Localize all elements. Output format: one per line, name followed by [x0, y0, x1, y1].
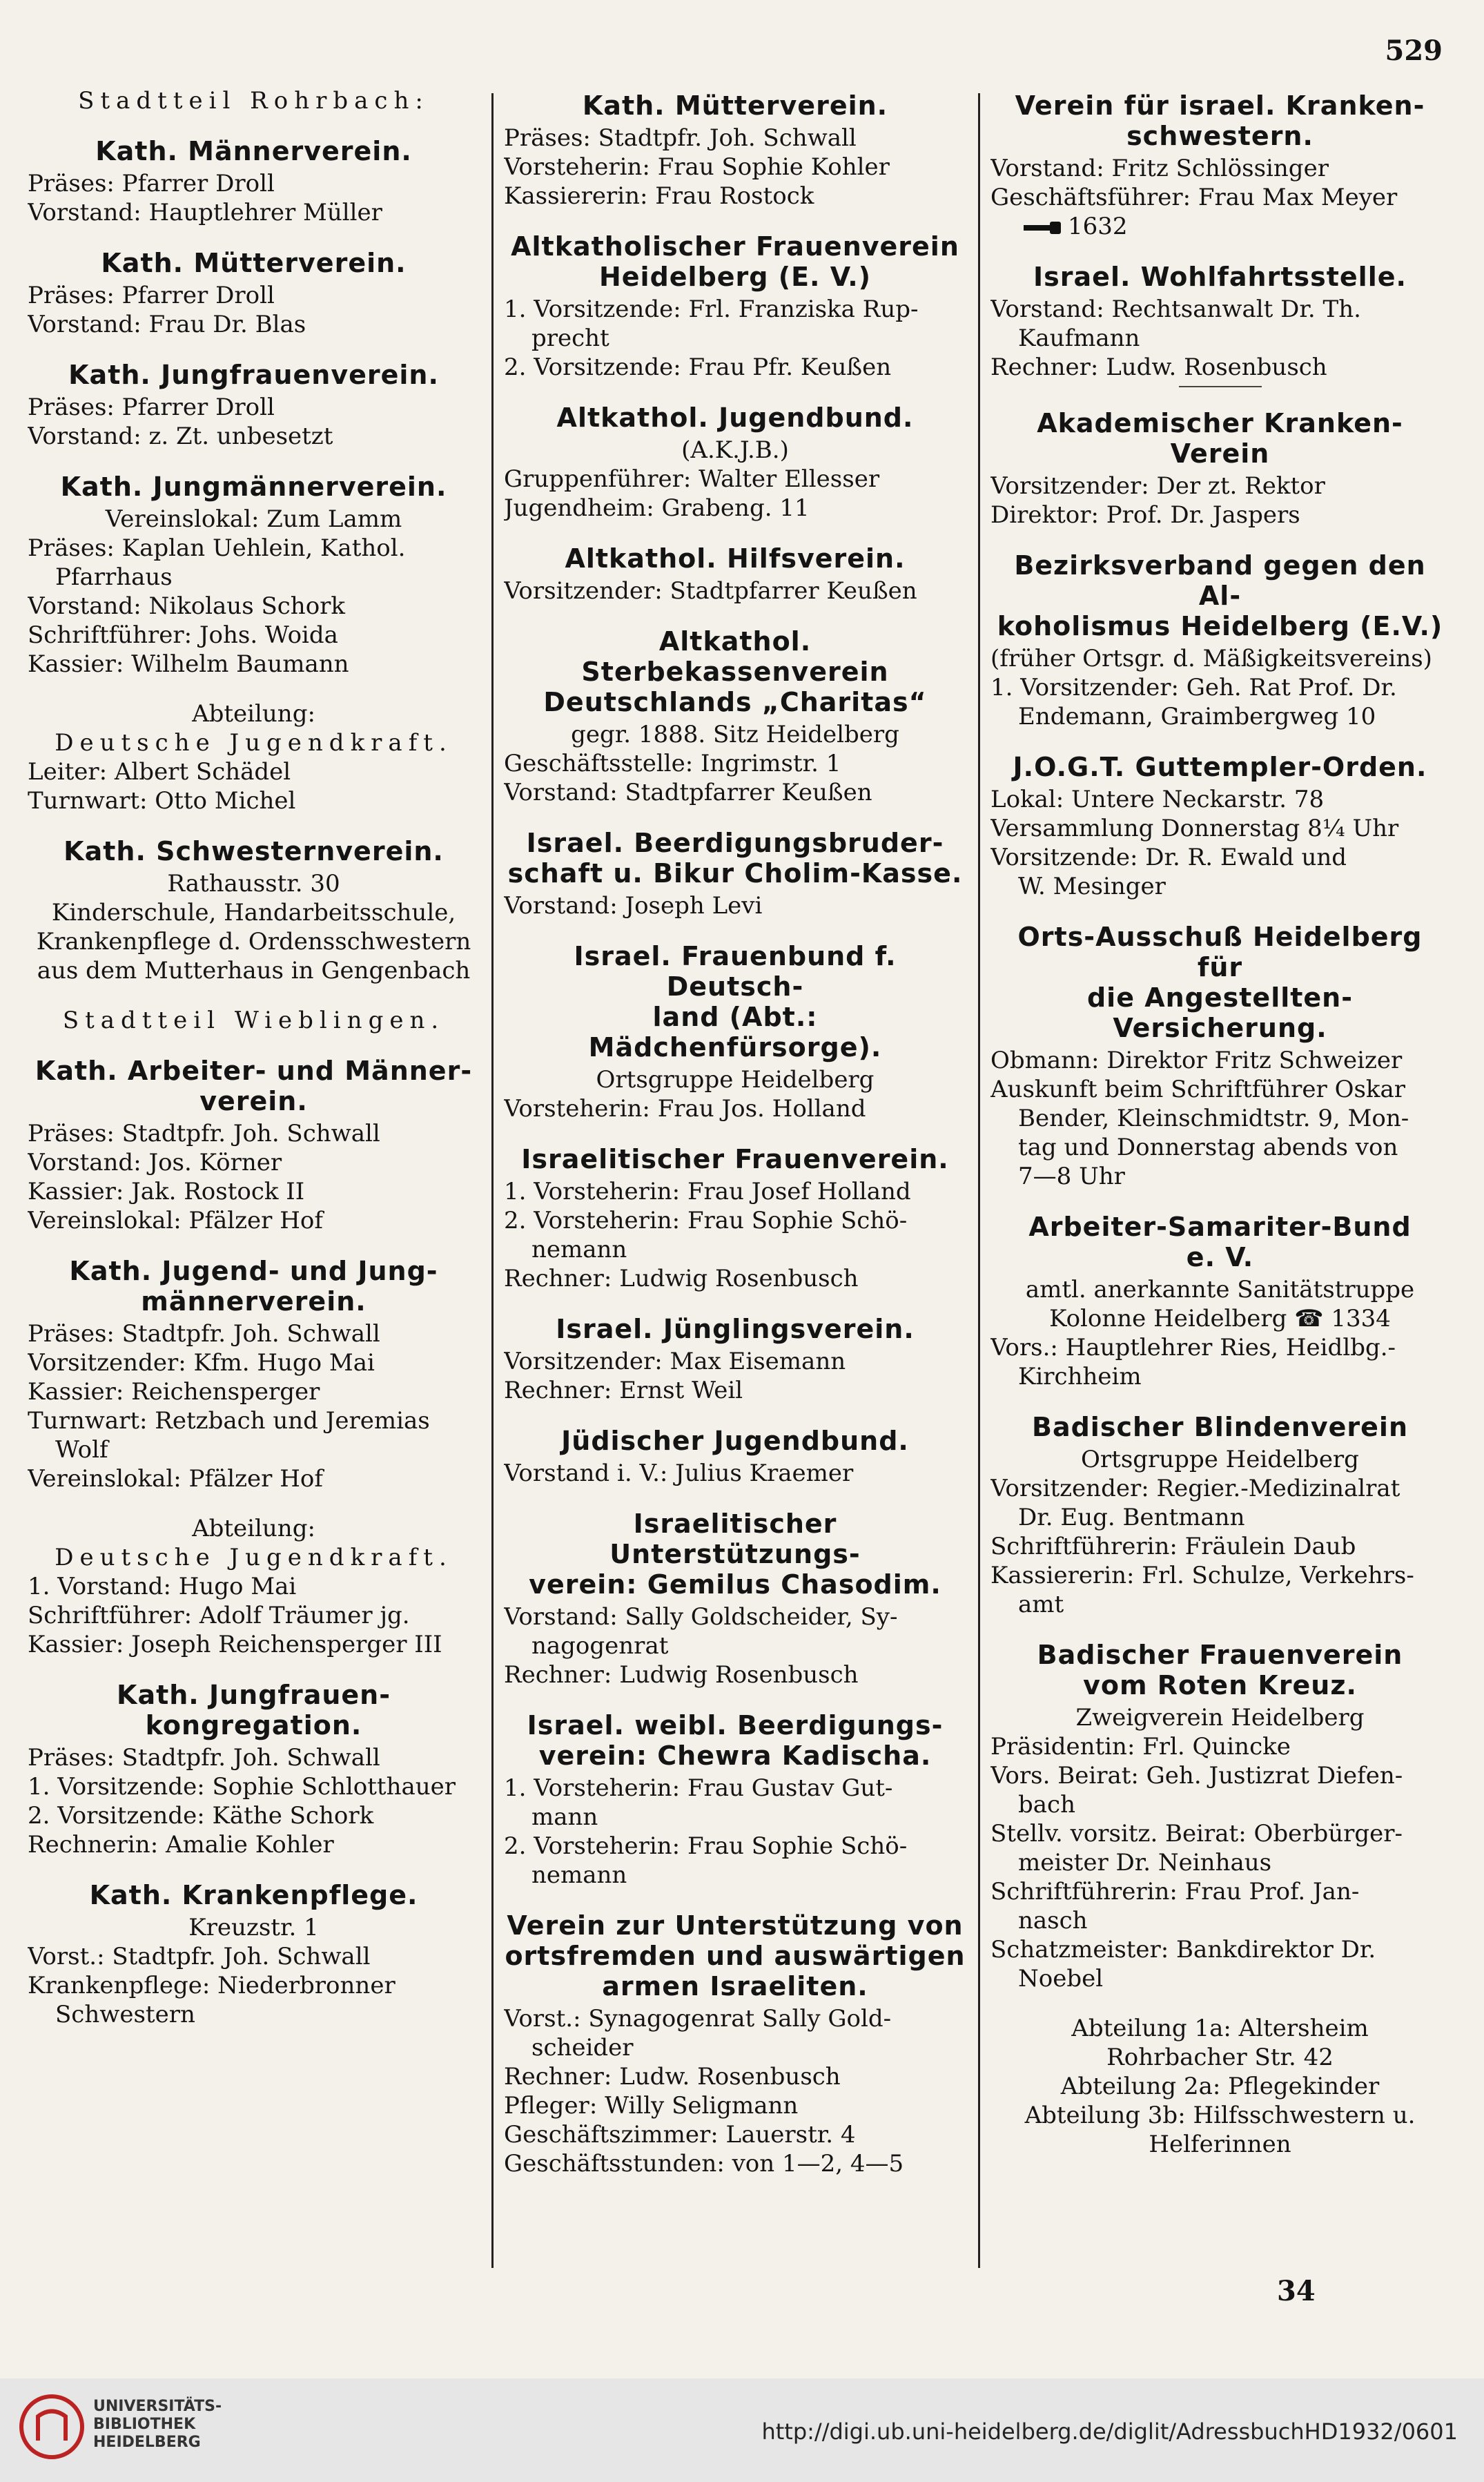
column-3 — [990, 86, 1449, 2282]
directory-entry — [504, 941, 966, 1123]
entry-line: Turnwart: Retzbach und Jeremias — [28, 1407, 430, 1435]
organization-name: Israel. Jünglingsverein. — [556, 1314, 915, 1344]
entry-line: Präses: Pfarrer Droll — [28, 282, 275, 309]
organization-name: Kath. Jungfrauen- kongregation. — [117, 1680, 391, 1741]
telephone-icon — [1022, 220, 1064, 236]
entry-line: Direktor: Prof. Dr. Jaspers — [990, 501, 1300, 529]
organization-name: Israel. Frauenbund f. Deutsch- land (Abt.: Mädchenfürsorge). — [574, 941, 897, 1063]
entry-line: Vorstand: Stadtpfarrer Keußen — [504, 779, 872, 806]
organization-name: Altkathol. Jugendbund. — [556, 403, 914, 433]
entry-line: 1. Vorsitzende: Frl. Franziska Rup- — [504, 295, 919, 323]
entry-line: Präses: Stadtpfr. Joh. Schwall — [28, 1120, 380, 1147]
organization-name: Badischer Frauenverein vom Roten Kreuz. — [1037, 1640, 1403, 1700]
directory-entry — [504, 1910, 966, 2178]
footer-bar — [0, 2378, 1484, 2482]
directory-entry — [28, 248, 480, 339]
entry-line: (früher Ortsgr. d. Mäßigkeitsvereins) — [990, 645, 1432, 672]
centered-note: (A.K.J.B.) — [681, 436, 789, 464]
entry-line: mann — [531, 1803, 598, 1831]
directory-entry — [504, 626, 966, 807]
directory-entry — [504, 90, 966, 211]
centered-note: Kolonne Heidelberg ☎ 1334 — [1049, 1305, 1391, 1332]
entry-line: Kaufmann — [1018, 324, 1140, 352]
column-1 — [28, 86, 480, 2282]
directory-entry — [504, 231, 966, 382]
entry-line: Kassier: Reichensperger — [28, 1378, 320, 1406]
organization-name: Kath. Jungmännerverein. — [60, 472, 447, 502]
directory-entry — [28, 86, 480, 115]
entry-line: Präses: Stadtpfr. Joh. Schwall — [504, 124, 857, 152]
directory-entry — [990, 1640, 1449, 1993]
page-number-top: 529 — [1385, 35, 1443, 67]
university-library-logo-icon — [17, 2392, 86, 2461]
directory-entry — [504, 828, 966, 920]
entry-line: Endemann, Graimbergweg 10 — [1018, 703, 1376, 730]
entry-line: Jugendheim: Grabeng. 11 — [504, 494, 810, 522]
organization-name: Kath. Arbeiter- und Männer- verein. — [35, 1056, 473, 1116]
entry-line: Kassier: Joseph Reichensperger III — [28, 1631, 442, 1658]
entry-line: Leiter: Albert Schädel — [28, 758, 291, 786]
entry-line: nasch — [1018, 1907, 1088, 1935]
entry-line: Rechner: Ludwig Rosenbusch — [504, 1265, 859, 1292]
entry-line: Kirchheim — [1018, 1363, 1142, 1390]
centered-note: Abteilung: — [192, 700, 315, 728]
centered-note: Abteilung: — [192, 1515, 315, 1542]
entry-line: Rechnerin: Amalie Kohler — [28, 1831, 334, 1859]
entry-line: 1. Vorsitzende: Sophie Schlotthauer — [28, 1773, 456, 1801]
centered-note: Rathausstr. 30 — [167, 870, 340, 898]
organization-name: Israelitischer Unterstützungs- verein: Gemilus Chasodim. — [529, 1509, 941, 1600]
entry-line: Bender, Kleinschmidtstr. 9, Mon- — [1018, 1105, 1409, 1132]
organization-name: Kath. Schwesternverein. — [64, 836, 444, 866]
district-heading: Stadtteil Wieblingen. — [62, 1007, 445, 1034]
directory-entry — [504, 1426, 966, 1488]
directory-entry — [990, 550, 1449, 731]
organization-name: Kath. Mütterverein. — [582, 90, 888, 121]
organization-name: Akademischer Kranken-Verein — [1037, 408, 1403, 469]
entry-line: Präses: Stadtpfr. Joh. Schwall — [28, 1744, 380, 1772]
entry-line: Vorsitzender: Kfm. Hugo Mai — [28, 1349, 375, 1377]
directory-entry — [990, 922, 1449, 1191]
directory-entry — [28, 472, 480, 679]
entry-line: Versammlung Donnerstag 8¼ Uhr — [990, 815, 1399, 842]
entry-line: nemann — [531, 1236, 627, 1263]
telephone-number: 1632 — [1068, 213, 1128, 240]
entry-line: 2. Vorsteherin: Frau Sophie Schö- — [504, 1207, 908, 1234]
department-name: Deutsche Jugendkraft. — [55, 729, 453, 757]
directory-entry — [28, 1056, 480, 1235]
entry-line: nagogenrat — [531, 1632, 669, 1660]
organization-name: Altkathol. Hilfsverein. — [565, 543, 906, 574]
directory-entry — [990, 262, 1449, 387]
entry-line: Pfleger: Willy Seligmann — [504, 2092, 799, 2120]
district-heading: Stadtteil Rohrbach: — [78, 87, 429, 115]
organization-name: J.O.G.T. Guttempler-Orden. — [1013, 752, 1427, 782]
directory-entry — [990, 2014, 1449, 2159]
entry-line: nemann — [531, 1861, 627, 1889]
organization-name: Altkathol. Sterbekassenverein Deutschlands „Charitas“ — [543, 626, 927, 717]
entry-line: Vorstand: Joseph Levi — [504, 892, 763, 920]
entry-line: bach — [1018, 1791, 1075, 1819]
source-url-link[interactable]: http://digi.ub.uni-heidelberg.de/diglit/AdressbuchHD1932/0601 — [761, 2418, 1458, 2445]
entry-line: Vorsitzender: Stadtpfarrer Keußen — [504, 577, 917, 605]
entry-line: Geschäftszimmer: Lauerstr. 4 — [504, 2121, 856, 2149]
entry-line: Noebel — [1018, 1965, 1104, 1993]
entry-line: Vorst.: Stadtpfr. Joh. Schwall — [28, 1943, 371, 1970]
directory-entry — [28, 1880, 480, 2029]
organization-name: Arbeiter-Samariter-Bund e. V. — [1028, 1212, 1412, 1272]
entry-line: Dr. Eug. Bentmann — [1018, 1504, 1245, 1531]
entry-line: Vorsteherin: Frau Sophie Kohler — [504, 153, 890, 181]
entry-line: 7—8 Uhr — [1018, 1163, 1125, 1190]
directory-entry — [28, 136, 480, 227]
directory-entry — [990, 90, 1449, 241]
entry-line: Vorstand i. V.: Julius Kraemer — [504, 1460, 854, 1487]
entry-line: Vorsitzender: Der zt. Rektor — [990, 472, 1325, 500]
entry-line: amt — [1018, 1591, 1064, 1618]
organization-name: Kath. Krankenpflege. — [89, 1880, 418, 1910]
entry-line: Rechner: Ludw. Rosenbusch — [504, 2063, 841, 2091]
entry-line: Schriftführer: Johs. Woida — [28, 621, 338, 649]
centered-note: Ortsgruppe Heidelberg — [596, 1066, 875, 1094]
entry-line: Geschäftsführer: Frau Max Meyer — [990, 184, 1398, 211]
entry-line: Turnwart: Otto Michel — [28, 787, 296, 815]
centered-note: Abteilung 1a: Altersheim — [1071, 2015, 1369, 2042]
directory-entry — [28, 1514, 480, 1659]
entry-line: Vereinslokal: Pfälzer Hof — [28, 1465, 323, 1493]
entry-line: Vorstand: Rechtsanwalt Dr. Th. — [990, 295, 1361, 323]
directory-entry — [28, 1680, 480, 1859]
library-logo-text — [93, 2398, 222, 2452]
centered-note: Vereinslokal: Zum Lamm — [105, 505, 402, 533]
entry-line: Vorsitzende: Dr. R. Ewald und — [990, 844, 1347, 871]
entry-line: Schriftführerin: Fräulein Daub — [990, 1533, 1356, 1560]
directory-entry — [504, 1314, 966, 1405]
entry-line: Lokal: Untere Neckarstr. 78 — [990, 786, 1325, 813]
entry-line: Präses: Pfarrer Droll — [28, 394, 275, 421]
entry-line: meister Dr. Neinhaus — [1018, 1849, 1272, 1877]
entry-line: precht — [531, 324, 609, 352]
entry-line: Präses: Pfarrer Droll — [28, 170, 275, 197]
entry-line: Vorstand: Frau Dr. Blas — [28, 311, 306, 338]
directory-entry — [990, 1212, 1449, 1391]
centered-note: Abteilung 3b: Hilfsschwestern u. — [1024, 2102, 1416, 2129]
directory-entry — [28, 836, 480, 985]
organization-name: Verein zur Unterstützung von ortsfremden und auswärtigen armen Israeliten. — [505, 1910, 966, 2001]
organization-name: Israelitischer Frauenverein. — [521, 1144, 949, 1174]
centered-note: Helferinnen — [1149, 2131, 1291, 2158]
page-number-bottom: 34 — [1277, 2275, 1316, 2307]
entry-line: Geschäftsstunden: von 1—2, 4—5 — [504, 2150, 904, 2178]
organization-name: Israel. weibl. Beerdigungs- verein: Chewra Kadischa. — [527, 1710, 944, 1771]
entry-line: 1. Vorsteherin: Frau Josef Holland — [504, 1178, 911, 1205]
organization-name: Kath. Mütterverein. — [101, 248, 407, 278]
entry-line: Vors.: Hauptlehrer Ries, Heidlbg.- — [990, 1334, 1396, 1361]
entry-line: W. Mesinger — [1018, 873, 1166, 900]
entry-line: 1. Vorstand: Hugo Mai — [28, 1573, 297, 1600]
entry-line: Vorstand: z. Zt. unbesetzt — [28, 423, 333, 450]
entry-line: Vorst.: Synagogenrat Sally Gold- — [504, 2005, 892, 2033]
entry-line: Rechner: Ludwig Rosenbusch — [504, 1661, 859, 1689]
entry-line: Auskunft beim Schriftführer Oskar — [990, 1076, 1406, 1103]
entry-line: Pfarrhaus — [55, 563, 173, 591]
entry-line: Gruppenführer: Walter Ellesser — [504, 465, 880, 493]
centered-note: Kinderschule, Handarbeitsschule, — [51, 899, 456, 927]
entry-line: Vorsitzender: Max Eisemann — [504, 1348, 846, 1375]
entry-line: 1. Vorsitzender: Geh. Rat Prof. Dr. — [990, 674, 1397, 701]
entry-line: Präsidentin: Frl. Quincke — [990, 1733, 1291, 1761]
entry-line: Vors. Beirat: Geh. Justizrat Diefen- — [990, 1762, 1403, 1790]
entry-line: Wolf — [55, 1436, 108, 1464]
centered-note: Krankenpflege d. Ordensschwestern — [36, 928, 471, 956]
logo-line: HEIDELBERG — [93, 2434, 201, 2451]
organization-name: Verein für israel. Kranken- schwestern. — [1015, 90, 1425, 151]
entry-line: Kassier: Wilhelm Baumann — [28, 650, 349, 678]
entry-line: Vorsteherin: Frau Jos. Holland — [504, 1095, 866, 1123]
centered-note: Rohrbacher Str. 42 — [1106, 2044, 1334, 2071]
directory-entry — [504, 1710, 966, 1890]
organization-name: Badischer Blindenverein — [1032, 1412, 1408, 1442]
directory-entry — [504, 543, 966, 605]
directory-entry — [28, 699, 480, 815]
centered-note: Zweigverein Heidelberg — [1075, 1704, 1365, 1732]
logo-line: UNIVERSITÄTS- — [93, 2398, 222, 2415]
column-divider — [491, 93, 494, 2268]
organization-name: Israel. Beerdigungsbruder- schaft u. Bikur Cholim-Kasse. — [507, 828, 963, 889]
entry-line: Schriftführerin: Frau Prof. Jan- — [990, 1878, 1360, 1906]
organization-name: Kath. Jungfrauenverein. — [68, 360, 439, 390]
directory-entry — [990, 752, 1449, 901]
entry-line: scheider — [531, 2034, 634, 2062]
directory-columns — [28, 86, 1449, 2282]
centered-note: Abteilung 2a: Pflegekinder — [1060, 2073, 1380, 2100]
entry-line: Vorstand: Jos. Körner — [28, 1149, 282, 1176]
entry-line: 1. Vorsteherin: Frau Gustav Gut- — [504, 1774, 893, 1802]
entry-line: Schwestern — [55, 2001, 195, 2028]
column-2 — [504, 86, 966, 2282]
centered-note: aus dem Mutterhaus in Gengenbach — [37, 957, 471, 985]
entry-line: Obmann: Direktor Fritz Schweizer — [990, 1047, 1403, 1074]
organization-name: Jüdischer Jugendbund. — [561, 1426, 909, 1456]
entry-line: Schatzmeister: Bankdirektor Dr. — [990, 1936, 1376, 1964]
directory-entry — [990, 408, 1449, 530]
entry-line: 2. Vorsteherin: Frau Sophie Schö- — [504, 1832, 908, 1860]
entry-line: Stellv. vorsitz. Beirat: Oberbürger- — [990, 1820, 1403, 1848]
centered-note: amtl. anerkannte Sanitätstruppe — [1025, 1276, 1415, 1303]
entry-line: Krankenpflege: Niederbronner — [28, 1972, 396, 1999]
logo-line: BIBLIOTHEK — [93, 2416, 196, 2433]
entry-line: Kassiererin: Frau Rostock — [504, 182, 814, 210]
entry-line: Vorstand: Nikolaus Schork — [28, 592, 346, 620]
department-name: Deutsche Jugendkraft. — [55, 1544, 453, 1571]
entry-line: Vereinslokal: Pfälzer Hof — [28, 1207, 323, 1234]
entry-line: Vorstand: Sally Goldscheider, Sy- — [504, 1603, 898, 1631]
entry-line: Kassiererin: Frl. Schulze, Verkehrs- — [990, 1562, 1414, 1589]
entry-line: Geschäftsstelle: Ingrimstr. 1 — [504, 750, 841, 777]
directory-entry — [28, 1006, 480, 1035]
entry-line: Vorsitzender: Regier.-Medizinalrat — [990, 1475, 1400, 1502]
directory-entry — [504, 1144, 966, 1293]
organization-name: Bezirksverband gegen den Al- koholismus Heidelberg (E.V.) — [997, 550, 1443, 641]
organization-name: Orts-Ausschuß Heidelberg für die Angestellten-Versicherung. — [1017, 922, 1423, 1043]
directory-entry — [28, 1256, 480, 1493]
entry-line: Schriftführer: Adolf Träumer jg. — [28, 1602, 410, 1629]
entry-line: Rechner: Ernst Weil — [504, 1377, 743, 1404]
centered-note: Kreuzstr. 1 — [188, 1914, 319, 1941]
directory-entry — [28, 360, 480, 451]
entry-line: 2. Vorsitzende: Käthe Schork — [28, 1802, 374, 1830]
telephone-line — [990, 212, 1449, 241]
entry-line: tag und Donnerstag abends von — [1018, 1134, 1398, 1161]
centered-note: gegr. 1888. Sitz Heidelberg — [571, 721, 899, 748]
entry-line: Präses: Stadtpfr. Joh. Schwall — [28, 1320, 380, 1348]
column-divider — [978, 93, 980, 2268]
separator — [1179, 386, 1262, 387]
entry-line: Vorstand: Hauptlehrer Müller — [28, 199, 382, 226]
organization-name: Kath. Jugend- und Jung- männerverein. — [69, 1256, 438, 1317]
directory-entry — [504, 403, 966, 523]
entry-line: Vorstand: Fritz Schlössinger — [990, 155, 1329, 182]
centered-note: Ortsgruppe Heidelberg — [1081, 1446, 1359, 1473]
directory-entry — [990, 1412, 1449, 1619]
entry-line: Rechner: Ludw. Rosenbusch — [990, 353, 1327, 381]
entry-line: Kassier: Jak. Rostock II — [28, 1178, 305, 1205]
entry-line: 2. Vorsitzende: Frau Pfr. Keußen — [504, 353, 892, 381]
entry-line: Präses: Kaplan Uehlein, Kathol. — [28, 534, 406, 562]
organization-name: Altkatholischer Frauenverein Heidelberg (E. V.) — [511, 231, 959, 292]
directory-entry — [504, 1509, 966, 1689]
organization-name: Kath. Männerverein. — [95, 136, 412, 166]
organization-name: Israel. Wohlfahrtsstelle. — [1033, 262, 1407, 292]
